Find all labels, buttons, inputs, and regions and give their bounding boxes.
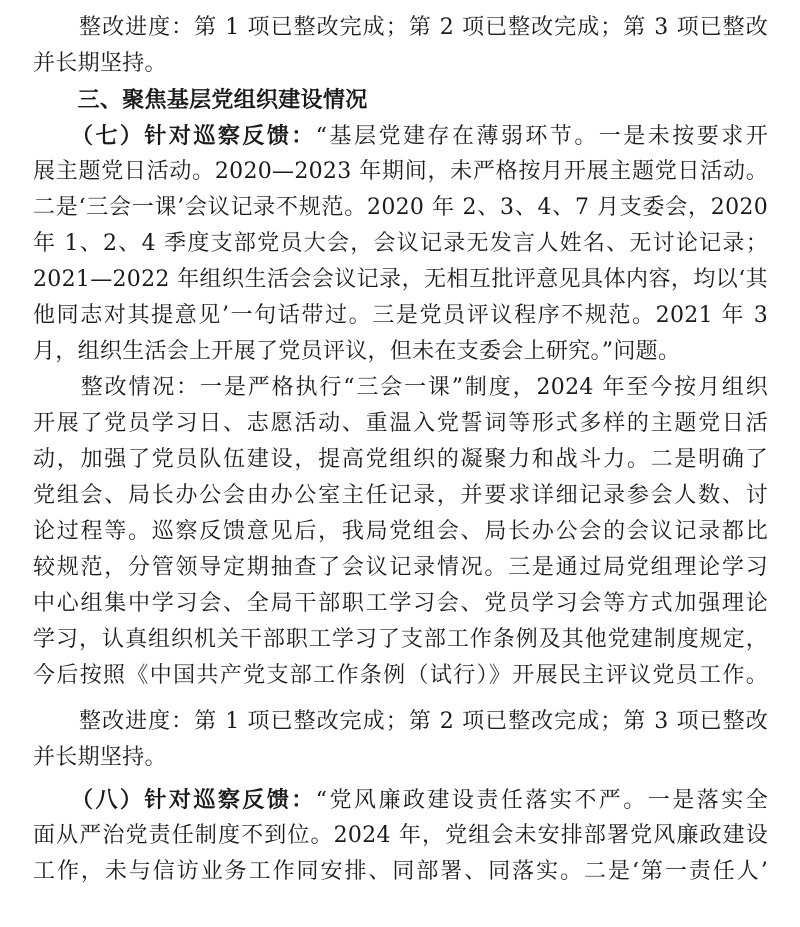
text-line (33, 370, 768, 406)
text-line (33, 658, 768, 694)
line-text: 今后按照《中国共产党支部工作条例（试行）》开展民主评议党员工作。 (33, 663, 768, 688)
line-text: 学习，认真组织机关干部职工学习了支部工作条例及其他党建制度规定， (33, 627, 768, 652)
line-text: 面从严治党责任制度不到位。2024 年，党组会未安排部署党风廉政建设 (33, 823, 768, 848)
line-text: 动，加强了党员队伍建设，提高党组织的凝聚力和战斗力。二是明确了 (33, 447, 768, 472)
line-text: 党组会、局长办公会由办公室主任记录，并要求详细记录参会人数、讨 (33, 483, 768, 508)
text-line (33, 226, 768, 262)
text-line (33, 442, 768, 478)
text-line (33, 622, 768, 658)
line-text: 并长期坚持。 (33, 51, 167, 76)
line-text: 中心组集中学习会、全局干部职工学习会、党员学习会等方式加强理论 (33, 591, 768, 616)
text-line (33, 704, 768, 740)
line-text: “党风廉政建设责任落实不严。一是落实全 (315, 788, 768, 813)
line-text: 整改情况：一是严格执行“三会一课”制度，2024 年至今按月组织 (33, 375, 768, 400)
text-line (33, 818, 768, 854)
line-text: 开展了党员学习日、志愿活动、重温入党誓词等形式多样的主题党日活 (33, 411, 768, 436)
text-line (33, 740, 768, 776)
text-line (33, 82, 768, 118)
text-line (33, 262, 768, 298)
bold-lead-text: （八）针对巡察反馈： (33, 787, 316, 813)
line-text: 整改进度：第 1 项已整改完成；第 2 项已整改完成；第 3 项已整改 (33, 15, 768, 40)
line-text: 整改进度：第 1 项已整改完成；第 2 项已整改完成；第 3 项已整改 (33, 709, 768, 734)
line-text: 论过程等。巡察反馈意见后，我局党组会、局长办公会的会议记录都比 (33, 519, 768, 544)
text-line (33, 154, 768, 190)
text-line (33, 10, 768, 46)
line-text: 二是‘三会一课’会议记录不规范。2020 年 2、3、4、7 月支委会，2020 (33, 195, 768, 220)
line-text: 并长期坚持。 (33, 745, 167, 770)
bold-lead-text: （七）针对巡察反馈： (33, 123, 316, 149)
line-text: 月，组织生活会上开展了党员评议，但未在支委会上研究。”问题。 (33, 339, 681, 364)
text-line (33, 514, 768, 550)
text-line (33, 478, 768, 514)
line-text: 年 1、2、4 季度支部党员大会，会议记录无发言人姓名、无讨论记录； (33, 231, 768, 256)
line-text: 展主题党日活动。2020—2023 年期间，未严格按月开展主题党日活动。 (33, 159, 768, 184)
line-text: 工作，未与信访业务工作同安排、同部署、同落实。二是‘第一责任人’ (33, 859, 768, 884)
text-line (33, 118, 768, 154)
line-text: “基层党建存在薄弱环节。一是未按要求开 (315, 124, 768, 149)
text-line (33, 334, 768, 370)
line-text: 他同志对其提意见’一句话带过。三是党员评议程序不规范。2021 年 3 (33, 303, 768, 328)
line-text: 较规范，分管领导定期抽查了会议记录情况。三是通过局党组理论学习 (33, 555, 768, 580)
text-line (33, 782, 768, 818)
text-line (33, 854, 768, 890)
text-line (33, 298, 768, 334)
bold-lead-text: 三、聚焦基层党组织建设情况 (33, 87, 368, 113)
text-line (33, 190, 768, 226)
line-text: 2021—2022 年组织生活会会议记录，无相互批评意见具体内容，均以‘其 (33, 267, 768, 292)
text-line (33, 550, 768, 586)
text-line (33, 586, 768, 622)
text-line (33, 406, 768, 442)
text-line (33, 46, 768, 82)
